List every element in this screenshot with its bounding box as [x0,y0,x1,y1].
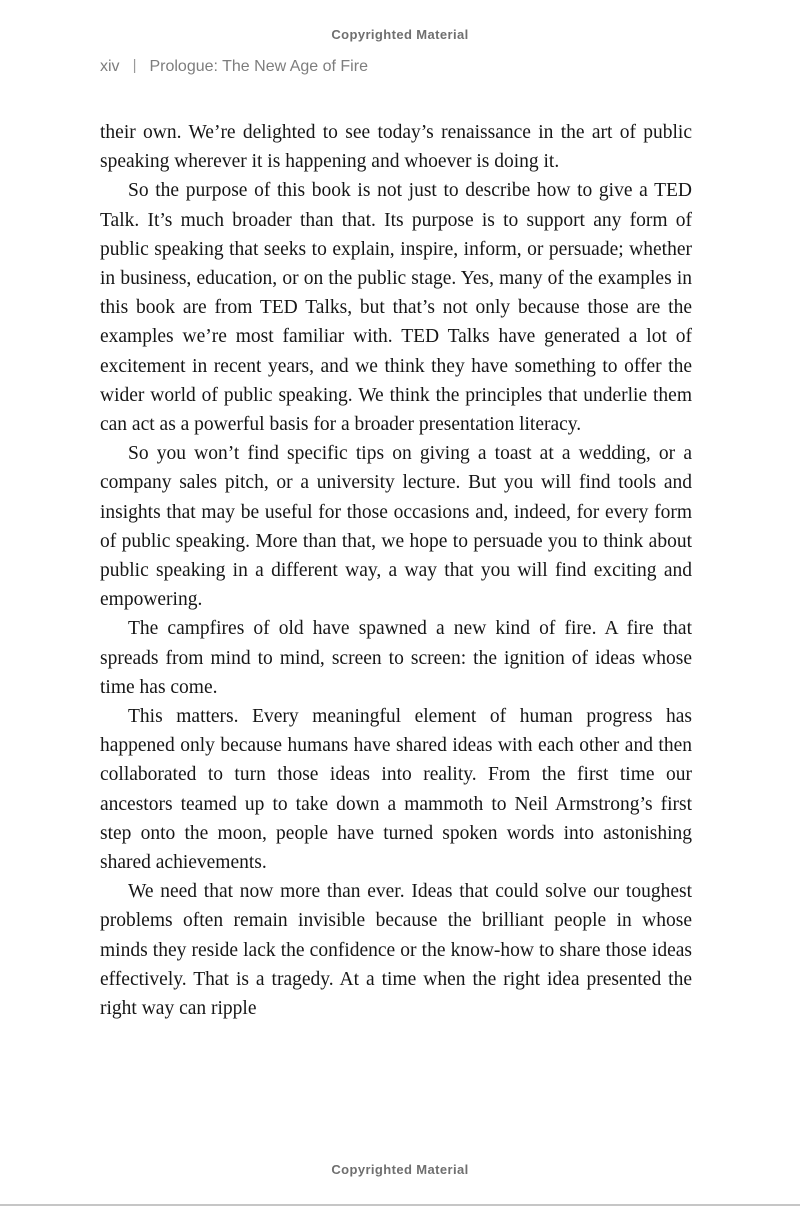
body-text [100,118,692,1023]
copyright-notice-bottom: Copyrighted Material [331,1162,469,1177]
chapter-title: Prologue: The New Age of Fire [149,58,368,75]
paragraph: The campfires of old have spawned a new kind of fire. A fire that spreads from mind to mind, screen to screen: the ignition of ideas whose time has come. [100,618,692,698]
paragraph: their own. We’re delighted to see today’s renaissance in the art of public speaking wherever it is happening and whoever is doing it. [100,122,692,173]
running-header [100,58,368,76]
paragraph: So you won’t find specific tips on giving a toast at a wedding, or a company sales pitch, or a university lecture. But you will find tools and insights that may be useful for those occasions and, indeed, for every form of public speaking. More than that, we hope to persuade you to think about public speaking in a different way, a way that you will find exciting and empowering. [100,443,692,611]
paragraph: This matters. Every meaningful element of human progress has happened only because humans have shared ideas with each other and then collaborated to turn those ideas into reality. From the first time our ancestors teamed up to take down a mammoth to Neil Armstrong’s first step onto the moon, people have turned spoken words into astonishing shared achievements. [100,706,692,874]
paragraph: So the purpose of this book is not just to describe how to give a TED Talk. It’s much broader than that. Its purpose is to support any form of public speaking that seeks to explain, inspire, inform, or persuade; whether in business, education, or on the public stage. Yes, many of the examples in this book are from TED Talks, but that’s not only because those are the examples we’re most familiar with. TED Talks have generated a lot of excitement in recent years, and we think they have something to offer the wider world of public speaking. We think the principles that underlie them can act as a powerful basis for a broader presentation literacy. [100,180,692,436]
header-separator: | [132,57,137,74]
copyright-notice-top: Copyrighted Material [331,27,469,42]
paragraph: We need that now more than ever. Ideas that could solve our toughest problems often remain invisible because the brilliant people in whose minds they reside lack the confidence or the know-how to share those ideas effectively. That is a tragedy. At a time when the right idea presented the right way can ripple [100,881,692,1020]
page-number: xiv [100,58,120,75]
